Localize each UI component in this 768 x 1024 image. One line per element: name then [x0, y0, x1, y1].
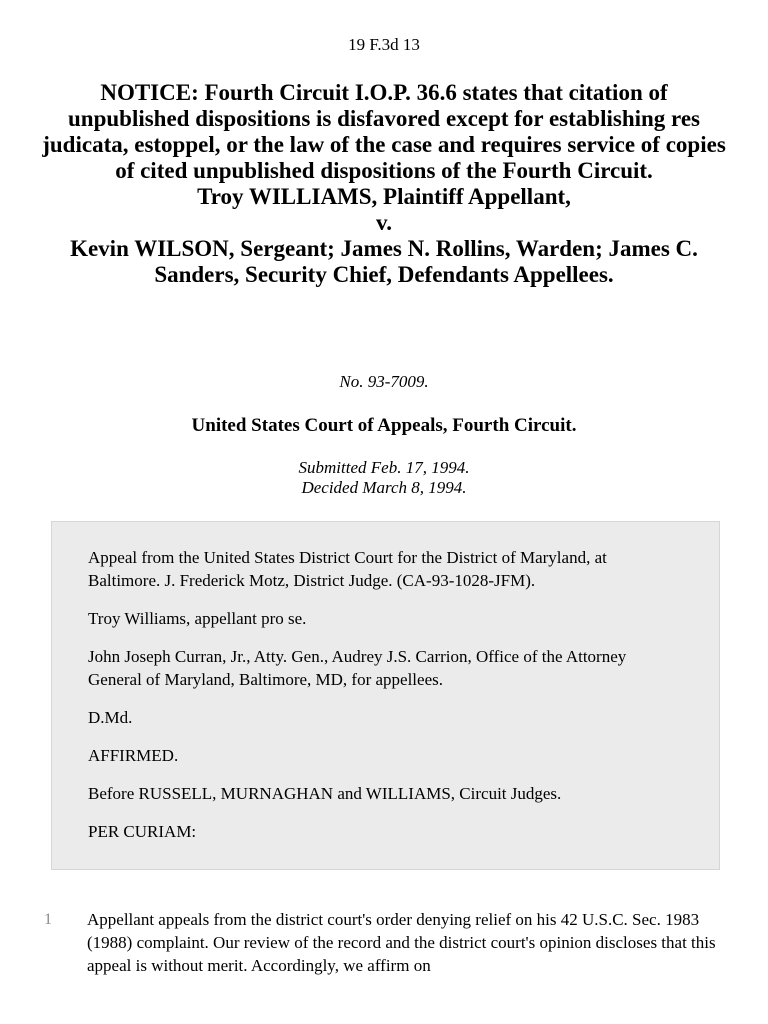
paragraph-text: Appellant appeals from the district court's order denying relief on his 42 U.S.C. Sec. 1983 (1988) complaint. Our review of the record and the district court's opinion discloses that this appeal is without merit. Accordingly, we affirm on [87, 910, 716, 975]
per-curiam-label: PER CURIAM: [88, 822, 197, 841]
submitted-date: Submitted Feb. 17, 1994. [298, 458, 470, 477]
case-heading [40, 80, 728, 288]
judge-panel: Before RUSSELL, MURNAGHAN and WILLIAMS, Circuit Judges. [88, 784, 562, 803]
appellee-counsel: John Joseph Curran, Jr., Atty. Gen., Audrey J.S. Carrion, Office of the Attorney General of Maryland, Baltimore, MD, for appellees. [88, 647, 627, 689]
appeal-from-text: Appeal from the United States District Court for the District of Maryland, at Baltimore. J. Frederick Motz, District Judge. (CA-93-1028-JFM). [88, 548, 607, 590]
paragraph-number[interactable]: 1 [44, 911, 52, 928]
plaintiff-line: Troy WILLIAMS, Plaintiff Appellant, [197, 184, 571, 209]
defendants-line-1: Kevin WILSON, Sergeant; James N. Rollins, Warden; James C. [70, 236, 698, 261]
defendants-line-2: Sanders, Security Chief, Defendants Appellees. [154, 262, 614, 287]
docket-number: No. 93-7009. [339, 372, 429, 391]
district-abbrev: D.Md. [88, 708, 133, 727]
disposition: AFFIRMED. [88, 746, 179, 765]
decided-date: Decided March 8, 1994. [301, 478, 467, 497]
case-citation: 19 F.3d 13 [348, 35, 420, 54]
case-dates [0, 458, 768, 498]
court-name: United States Court of Appeals, Fourth Circuit. [191, 415, 577, 436]
notice-text: NOTICE: Fourth Circuit I.O.P. 36.6 states that citation of unpublished dispositions is disfavored except for establishing res judicata, estoppel, or the law of the case and requires service of copies of cited unpublished dispositions of the Fourth Circuit. [42, 80, 726, 183]
appellant-counsel: Troy Williams, appellant pro se. [88, 609, 307, 628]
case-info-box [51, 521, 720, 870]
versus-line: v. [376, 210, 392, 235]
